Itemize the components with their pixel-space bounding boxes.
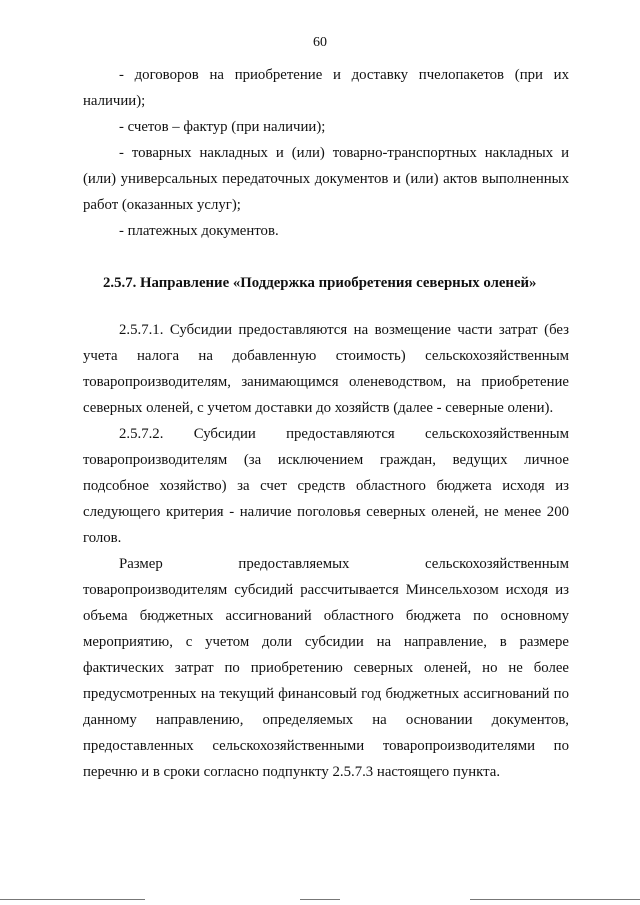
paragraph: Размер предоставляемых сельскохозяйственным товаропроизводителям субсидий рассчитывается Минсельхозом исходя из объема бюджетных ассигнований областного бюджета по основному мероприятию, с учетом доли субсидии на направление, в размере фактических затрат по приобретению северных оленей, но не более предусмотренных на текущий финансовый год бюджетных ассигнований по данному направлению, определяемых на основании документов, предоставленных сельскохозяйственными товаропроизводителями по перечню и в сроки согласно подпункту 2.5.7.3 настоящего пункта. [83, 556, 569, 780]
list-item: - договоров на приобретение и доставку пчелопакетов (при их наличии); [83, 67, 569, 109]
paragraph: 2.5.7.2. Субсидии предоставляются сельскохозяйственным товаропроизводителям (за исключением граждан, ведущих личное подсобное хозяйство) за счет средств областного бюджета исходя из следующего критерия - наличие поголовья северных оленей, не менее 200 голов. [83, 426, 569, 546]
paragraph: 2.5.7.1. Субсидии предоставляются на возмещение части затрат (без учета налога на добавленную стоимость) сельскохозяйственным товаропроизводителям, занимающимся оленеводством, на приобретение северных оленей, с учетом доставки до хозяйств (далее - северные олени). [83, 322, 569, 416]
footer-rule [470, 899, 640, 900]
document-body [83, 62, 569, 785]
list-item: - платежных документов. [119, 223, 279, 239]
page-number: 60 [313, 35, 327, 50]
list-item: - товарных накладных и (или) товарно-транспортных накладных и (или) универсальных передаточных документов и (или) актов выполненных работ (оказанных услуг); [83, 145, 569, 213]
footer-rule [0, 899, 145, 900]
list-item: - счетов – фактур (при наличии); [119, 119, 326, 135]
footer-rule [300, 899, 340, 900]
section-heading: 2.5.7. Направление «Поддержка приобретения северных оленей» [103, 275, 537, 291]
